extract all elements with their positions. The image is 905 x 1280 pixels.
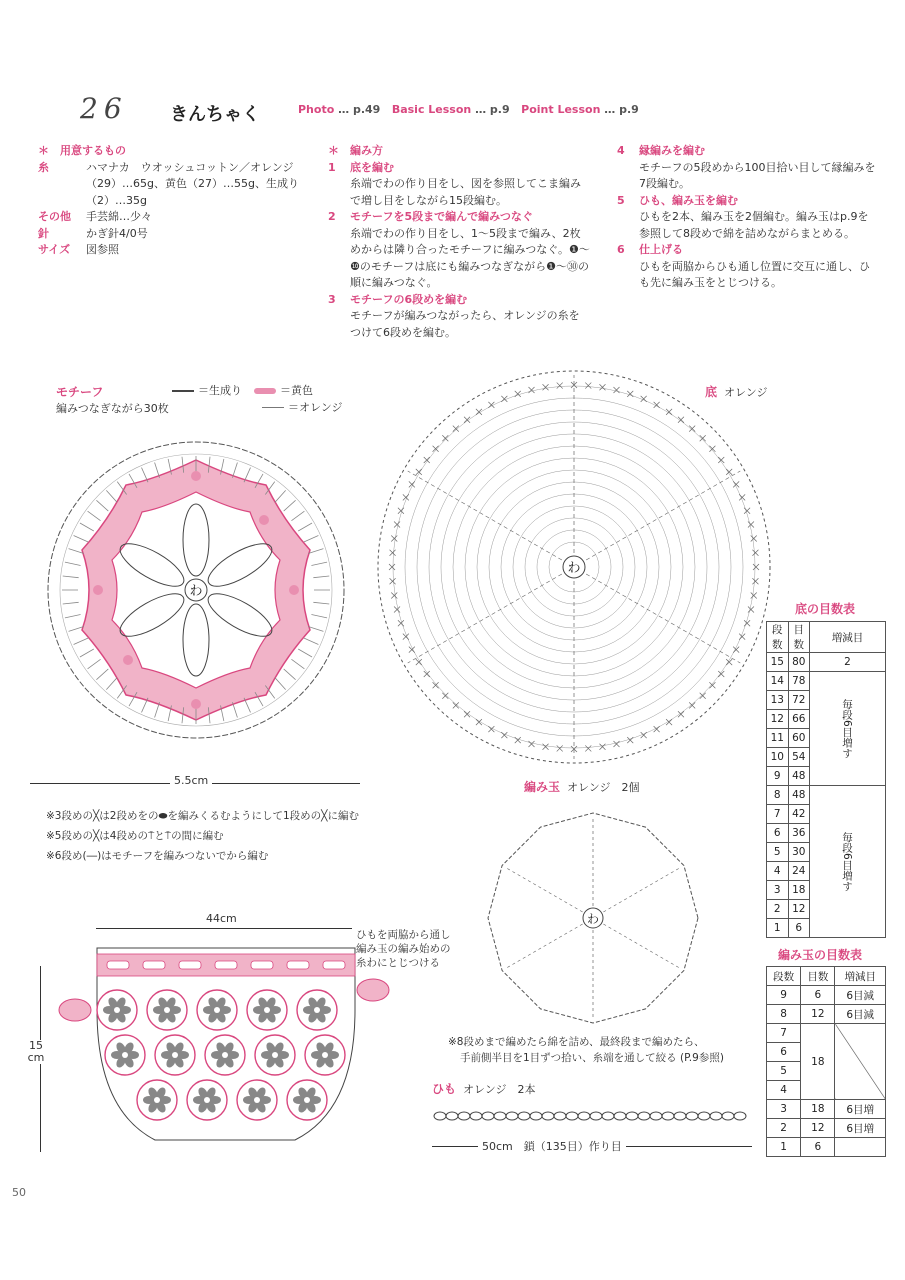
table-row: 3 18	[767, 881, 886, 900]
motif-center-label: わ	[189, 584, 203, 599]
ball-left	[59, 999, 91, 1021]
step-2: 2 モチーフを5段まで編んで編みつなぐ 糸端でわの作り目をし、1～5段まで編み、2枚めからは隣り合ったモチーフに編みつなぐ。❶～❿のモチーフは底にも編みつなぎながら❶～㉚の順に編みつなぐ。	[328, 210, 590, 289]
ball-right	[357, 979, 389, 1001]
cord-title: ひも	[432, 1082, 457, 1096]
motif-note-3: ※6段め(―)はモチーフを編みつないでから編む	[46, 850, 269, 862]
ball-count-table	[766, 966, 886, 1157]
motif-diagram	[28, 420, 368, 790]
bottom-count-table	[766, 621, 886, 938]
step-5: 5 ひも、編み玉を編む ひもを2本、編み玉を2個編む。編み玉はp.9を参照して8段めで綿を詰めながらまとめる。	[617, 193, 869, 240]
cord-color: オレンジ 2本	[463, 1083, 536, 1096]
bag-width-line	[96, 928, 352, 929]
page-references	[298, 103, 639, 116]
ball-th-stitches: 目数	[801, 967, 835, 986]
legend-label-ecru: ＝生成り	[198, 384, 242, 397]
legend-swatch-yellow	[254, 388, 276, 394]
motif-width	[30, 774, 360, 787]
point-ref: … p.9	[604, 103, 639, 116]
table-row: 9 6 6目減	[767, 986, 886, 1005]
motif-note-2: ※5段めの╳は4段めの⍑と⍑の間に編む	[46, 830, 224, 842]
table-row: 2 12	[767, 900, 886, 919]
materials-section: ＊ 用意するもの 糸 ハマナカ ウオッシュコットン／オレンジ（29）…65g、黄色（27）…55g、生成り（2）…35g その他 手芸綿…少々 針 かぎ針4/0号 サイズ 図参照	[38, 143, 308, 259]
pattern-title: きんちゃく	[170, 104, 260, 125]
ball-mid-value: 18	[801, 1024, 835, 1100]
ball-diagram	[478, 800, 708, 1035]
ball-title: 編み玉	[524, 780, 561, 794]
motif-width-label: 5.5cm	[170, 774, 212, 787]
step-1: 1 底を編む 糸端でわの作り目をし、図を参照してこま編みで増し目をしながら15段編む。	[328, 160, 581, 207]
motif-notes	[46, 806, 426, 866]
motif-title: モチーフ	[56, 385, 104, 399]
bag-width-label: 44cm	[206, 912, 237, 925]
bag-note-3: 糸わにとじつける	[356, 957, 440, 969]
steps-section-2	[617, 143, 879, 292]
bottom-title: 底	[705, 385, 718, 399]
table-row: 1 6	[767, 1138, 886, 1157]
ball-notes	[448, 1034, 768, 1066]
table-row: 9 48	[767, 767, 886, 786]
table-row: 3 18 6目増	[767, 1100, 886, 1119]
legend-swatch-orange	[262, 407, 284, 408]
photo-ref: … p.49	[338, 103, 381, 116]
table-row: 13 72	[767, 691, 886, 710]
step-3: 3 モチーフの6段めを編む モチーフが編みつながったら、オレンジの糸をつけて6段めを編む。	[328, 292, 580, 339]
table-row: 8 48 毎段6目増す	[767, 786, 886, 805]
basic-ref: … p.9	[475, 103, 510, 116]
table-row: 7 18	[767, 1024, 886, 1043]
bag-note-1: ひもを両脇から通し	[356, 929, 451, 941]
table-row: 1 6	[767, 919, 886, 938]
bottom-group-1: 毎段6目増す	[810, 672, 886, 786]
photo-label: Photo	[298, 103, 335, 116]
bottom-center-label: わ	[567, 561, 581, 576]
bottom-th-change: 増減目	[810, 622, 886, 653]
point-label: Point Lesson	[521, 103, 601, 116]
motif-subtitle: 編みつなぎながら30枚	[56, 402, 169, 415]
legend-label-yellow: ＝黄色	[280, 384, 313, 397]
cord-diagram	[432, 1104, 752, 1128]
table-row: 15 80 2	[767, 653, 886, 672]
other-label: その他	[38, 210, 71, 223]
ball-center-label: わ	[586, 912, 600, 926]
step-4: 4 縁編みを編む モチーフの5段めから100目拾い目して縁編みを7段編む。	[617, 144, 876, 190]
ball-color: オレンジ 2個	[567, 781, 640, 794]
basic-label: Basic Lesson	[391, 103, 472, 116]
bag-note-2: 編み玉の編み始めの	[356, 943, 451, 955]
ball-label	[524, 778, 639, 795]
bottom-table-title: 底の目数表	[795, 602, 856, 616]
cord-label	[432, 1080, 535, 1097]
bottom-diagram	[374, 362, 774, 772]
legend-label-orange: ＝オレンジ	[288, 401, 343, 414]
page-number: 50	[12, 1186, 26, 1199]
table-row: 5	[767, 1062, 886, 1081]
steps-heading: 編み方	[350, 144, 383, 157]
table-row: 12 66	[767, 710, 886, 729]
needle-value: かぎ針4/0号	[86, 226, 148, 240]
table-row: 6 36	[767, 824, 886, 843]
cord-length: 50cm 鎖（135目）作り目	[478, 1138, 626, 1154]
bottom-group-2: 毎段6目増す	[810, 786, 886, 938]
yarn-label: 糸	[38, 160, 49, 174]
table-row: 4 24	[767, 862, 886, 881]
table-row: 2 12 6目増	[767, 1119, 886, 1138]
ball-table-title: 編み玉の目数表	[778, 948, 863, 962]
materials-heading: 用意するもの	[60, 144, 126, 157]
other-value: 手芸綿…少々	[86, 210, 152, 223]
ball-th-change: 増減目	[835, 967, 886, 986]
bag-height-unit: cm	[27, 1051, 45, 1064]
bag-diagram	[55, 930, 395, 1160]
motif-legend	[172, 382, 372, 416]
ball-note-1: ※8段めまで編めたら綿を詰め、最終段まで編めたら、	[448, 1036, 705, 1048]
yarn-value: ハマナカ ウオッシュコットン／オレンジ（29）…65g、黄色（27）…55g、生成り（2）…35g	[86, 160, 299, 207]
step-6: 6 仕上げる ひもを両脇からひも通し位置に交互に通し、ひも先に編み玉をとじつける。	[617, 243, 870, 289]
ball-diagonal-cell	[835, 1024, 886, 1100]
size-label: サイズ	[38, 243, 71, 256]
table-row: 5 30	[767, 843, 886, 862]
bottom-th-rows: 段数	[767, 622, 789, 653]
table-row: 4	[767, 1081, 886, 1100]
needle-label: 針	[38, 226, 49, 240]
ball-th-rows: 段数	[767, 967, 801, 986]
motif-note-1: ※3段めの╳は2段めをの⬬を編みくるむようにして1段めの╳に編む	[46, 810, 359, 822]
legend-swatch-ecru	[172, 390, 194, 392]
pattern-number: 26	[80, 92, 128, 125]
table-row: 8 12 6目減	[767, 1005, 886, 1024]
table-row: 11 60	[767, 729, 886, 748]
bag-height-label: 15	[29, 1039, 43, 1052]
table-row: 6	[767, 1043, 886, 1062]
table-row: 7 42	[767, 805, 886, 824]
steps-section: ＊ 編み方 1 底を編む 糸端でわの作り目をし、図を参照してこま編みで増し目をしながら15段編む。 2 モチーフを5段まで編んで編みつなぐ 糸端でわの作り目をし、1～5段まで編み、2枚めからは隣り合ったモチーフに編みつなぐ。❶～❿のモチーフは底にも編みつなぎながら❶～㉚の順に編みつなぐ。 3 モチーフの6段めを編む モチーフが編みつながったら、オレンジの糸をつけて6段めを編む。	[328, 143, 590, 341]
bag-height	[26, 1040, 46, 1064]
bottom-color: オレンジ	[724, 386, 768, 399]
ball-note-2: 手前側半目を1目ずつ拾い、糸端を通して絞る (P.9参照)	[460, 1052, 724, 1064]
table-row: 14 78 毎段6目増す	[767, 672, 886, 691]
table-row: 10 54	[767, 748, 886, 767]
size-value: 図参照	[86, 243, 119, 256]
bottom-th-stitches: 目数	[788, 622, 810, 653]
